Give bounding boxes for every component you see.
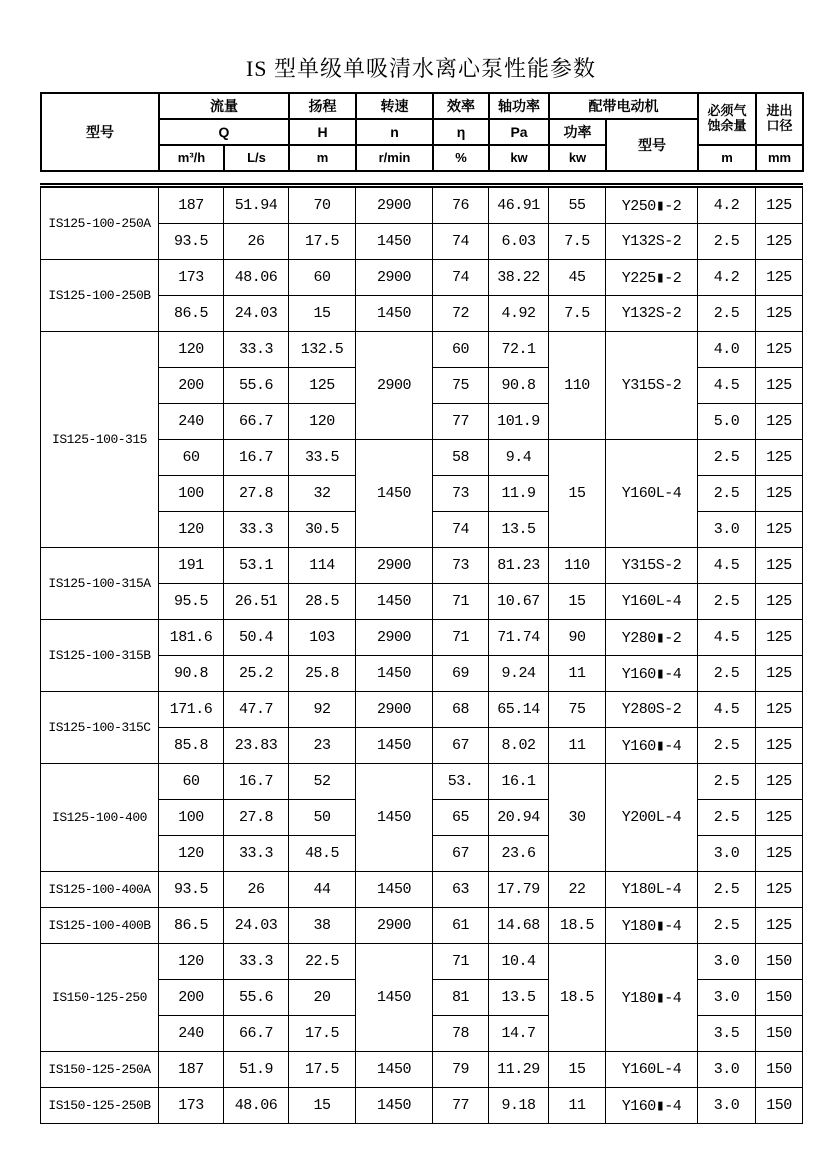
col-header-npsh — [698, 93, 756, 145]
flow-m3h-cell: 120 — [159, 512, 224, 548]
efficiency-cell: 71 — [433, 944, 489, 980]
head-cell: 70 — [289, 186, 356, 224]
flow-m3h-cell: 60 — [159, 440, 224, 476]
flow-ls-cell: 33.3 — [224, 836, 289, 872]
head-cell: 33.5 — [289, 440, 356, 476]
flow-m3h-cell: 95.5 — [159, 584, 224, 620]
head-cell: 22.5 — [289, 944, 356, 980]
motor-model-cell: Y200L-4 — [606, 764, 698, 872]
table-row — [41, 332, 803, 368]
flow-m3h-cell: 200 — [159, 980, 224, 1016]
shaft-power-cell: 71.74 — [489, 620, 549, 656]
head-cell: 25.8 — [289, 656, 356, 692]
flow-ls-cell: 33.3 — [224, 944, 289, 980]
flow-m3h-cell: 93.5 — [159, 872, 224, 908]
col-header-port-diameter — [756, 93, 803, 145]
npsh-cell: 2.5 — [698, 728, 756, 764]
shaft-power-cell: 10.67 — [489, 584, 549, 620]
shaft-power-cell: 14.68 — [489, 908, 549, 944]
shaft-power-cell: 11.9 — [489, 476, 549, 512]
flow-ls-cell: 26 — [224, 224, 289, 260]
head-cell: 30.5 — [289, 512, 356, 548]
table-row — [41, 872, 803, 908]
efficiency-unit: % — [433, 145, 489, 171]
shaft-power-cell: 81.23 — [489, 548, 549, 584]
npsh-cell: 2.5 — [698, 872, 756, 908]
npsh-cell: 4.5 — [698, 692, 756, 728]
head-cell: 20 — [289, 980, 356, 1016]
npsh-cell: 2.5 — [698, 800, 756, 836]
port-diameter-cell: 125 — [756, 332, 803, 368]
speed-cell: 2900 — [356, 260, 433, 296]
flow-m3h-cell: 191 — [159, 548, 224, 584]
port-diameter-cell: 125 — [756, 296, 803, 332]
motor-power-cell: 18.5 — [549, 944, 606, 1052]
shaft-power-cell: 8.02 — [489, 728, 549, 764]
motor-model-cell: Y225▮-2 — [606, 260, 698, 296]
flow-ls-cell: 50.4 — [224, 620, 289, 656]
motor-power-cell: 110 — [549, 332, 606, 440]
speed-cell: 1450 — [356, 764, 433, 872]
efficiency-cell: 58 — [433, 440, 489, 476]
port-diameter-cell: 125 — [756, 620, 803, 656]
shaft-power-cell: 9.18 — [489, 1088, 549, 1124]
speed-cell: 1450 — [356, 224, 433, 260]
port-unit: mm — [756, 145, 803, 171]
port-diameter-cell: 125 — [756, 404, 803, 440]
efficiency-cell: 67 — [433, 836, 489, 872]
efficiency-cell: 71 — [433, 584, 489, 620]
speed-cell: 2900 — [356, 332, 433, 440]
shaft-power-cell: 9.24 — [489, 656, 549, 692]
npsh-cell: 3.0 — [698, 944, 756, 980]
motor-power-cell: 11 — [549, 1088, 606, 1124]
npsh-cell: 3.5 — [698, 1016, 756, 1052]
flow-ls-cell: 16.7 — [224, 440, 289, 476]
efficiency-cell: 61 — [433, 908, 489, 944]
pump-model-cell: IS150-125-250 — [41, 944, 159, 1052]
head-cell: 32 — [289, 476, 356, 512]
efficiency-cell: 60 — [433, 332, 489, 368]
pump-model-cell: IS125-100-315A — [41, 548, 159, 620]
efficiency-cell: 69 — [433, 656, 489, 692]
motor-model-cell: Y280S-2 — [606, 692, 698, 728]
flow-m3h-cell: 240 — [159, 1016, 224, 1052]
efficiency-cell: 71 — [433, 620, 489, 656]
motor-power-cell: 75 — [549, 692, 606, 728]
head-cell: 28.5 — [289, 584, 356, 620]
npsh-cell: 4.0 — [698, 332, 756, 368]
flow-ls-cell: 24.03 — [224, 296, 289, 332]
efficiency-cell: 68 — [433, 692, 489, 728]
flow-ls-cell: 27.8 — [224, 800, 289, 836]
flow-m3h-cell: 93.5 — [159, 224, 224, 260]
shaft-power-unit: kw — [489, 145, 549, 171]
motor-power-cell: 55 — [549, 186, 606, 224]
npsh-cell: 4.5 — [698, 368, 756, 404]
shaft-power-cell: 9.4 — [489, 440, 549, 476]
efficiency-cell: 63 — [433, 872, 489, 908]
motor-power-cell: 11 — [549, 656, 606, 692]
head-unit: m — [289, 145, 356, 171]
port-diameter-cell: 150 — [756, 944, 803, 980]
shaft-power-cell: 46.91 — [489, 186, 549, 224]
motor-power-cell: 18.5 — [549, 908, 606, 944]
shaft-power-cell: 20.94 — [489, 800, 549, 836]
motor-model-cell: Y160▮-4 — [606, 656, 698, 692]
motor-model-cell: Y160▮-4 — [606, 728, 698, 764]
motor-model-cell: Y315S-2 — [606, 332, 698, 440]
shaft-power-cell: 38.22 — [489, 260, 549, 296]
motor-model-cell: Y315S-2 — [606, 548, 698, 584]
shaft-power-cell: 6.03 — [489, 224, 549, 260]
pump-model-cell: IS125-100-250B — [41, 260, 159, 332]
port-diameter-cell: 125 — [756, 224, 803, 260]
page-title: IS 型单级单吸清水离心泵性能参数 — [245, 56, 597, 81]
motor-power-cell: 110 — [549, 548, 606, 584]
efficiency-cell: 76 — [433, 186, 489, 224]
speed-cell: 2900 — [356, 620, 433, 656]
port-diameter-cell: 125 — [756, 872, 803, 908]
flow-m3h-cell: 187 — [159, 1052, 224, 1088]
npsh-cell: 2.5 — [698, 476, 756, 512]
col-header-efficiency: 效率 — [433, 93, 489, 119]
head-cell: 50 — [289, 800, 356, 836]
head-cell: 15 — [289, 296, 356, 332]
port-diameter-cell: 125 — [756, 368, 803, 404]
flow-ls-cell: 26.51 — [224, 584, 289, 620]
table-row — [41, 1088, 803, 1124]
head-cell: 48.5 — [289, 836, 356, 872]
motor-power-cell: 22 — [549, 872, 606, 908]
table-row — [41, 764, 803, 800]
speed-unit: r/min — [356, 145, 433, 171]
flow-ls-cell: 23.83 — [224, 728, 289, 764]
speed-cell: 1450 — [356, 872, 433, 908]
motor-power-cell: 7.5 — [549, 224, 606, 260]
port-diameter-cell: 150 — [756, 1088, 803, 1124]
head-cell: 60 — [289, 260, 356, 296]
flow-m3h-cell: 181.6 — [159, 620, 224, 656]
motor-power-cell: 15 — [549, 1052, 606, 1088]
npsh-cell: 3.0 — [698, 512, 756, 548]
npsh-cell: 2.5 — [698, 224, 756, 260]
flow-m3h-cell: 240 — [159, 404, 224, 440]
flow-m3h-cell: 85.8 — [159, 728, 224, 764]
head-cell: 17.5 — [289, 1052, 356, 1088]
npsh-cell: 3.0 — [698, 1052, 756, 1088]
port-diameter-cell: 125 — [756, 656, 803, 692]
pump-model-cell: IS125-100-315B — [41, 620, 159, 692]
head-cell: 44 — [289, 872, 356, 908]
motor-power-label: 功率 — [549, 119, 606, 145]
speed-cell: 1450 — [356, 656, 433, 692]
port-diameter-cell: 150 — [756, 980, 803, 1016]
port-diameter-cell: 150 — [756, 1052, 803, 1088]
col-header-motor: 配带电动机 — [549, 93, 698, 119]
pump-model-cell: IS150-125-250A — [41, 1052, 159, 1088]
npsh-cell: 5.0 — [698, 404, 756, 440]
motor-power-cell: 7.5 — [549, 296, 606, 332]
table-row — [41, 260, 803, 296]
flow-m3h-cell: 120 — [159, 836, 224, 872]
efficiency-cell: 81 — [433, 980, 489, 1016]
motor-power-cell: 15 — [549, 440, 606, 548]
flow-ls-cell: 48.06 — [224, 260, 289, 296]
speed-cell: 1450 — [356, 728, 433, 764]
header-row-1 — [41, 93, 803, 119]
npsh-cell: 2.5 — [698, 440, 756, 476]
motor-model-cell: Y160▮-4 — [606, 1088, 698, 1124]
speed-cell: 2900 — [356, 548, 433, 584]
port-diameter-cell: 125 — [756, 836, 803, 872]
flow-m3h-cell: 171.6 — [159, 692, 224, 728]
motor-power-cell: 45 — [549, 260, 606, 296]
flow-ls-cell: 55.6 — [224, 980, 289, 1016]
flow-ls-cell: 33.3 — [224, 332, 289, 368]
table-row — [41, 186, 803, 224]
npsh-cell: 2.5 — [698, 908, 756, 944]
efficiency-cell: 74 — [433, 224, 489, 260]
motor-power-cell: 11 — [549, 728, 606, 764]
head-cell: 38 — [289, 908, 356, 944]
shaft-power-cell: 10.4 — [489, 944, 549, 980]
flow-ls-cell: 24.03 — [224, 908, 289, 944]
head-cell: 92 — [289, 692, 356, 728]
speed-cell: 1450 — [356, 1088, 433, 1124]
pump-model-cell: IS150-125-250B — [41, 1088, 159, 1124]
flow-m3h-cell: 100 — [159, 800, 224, 836]
flow-m3h-cell: 120 — [159, 332, 224, 368]
head-cell: 114 — [289, 548, 356, 584]
port-diameter-cell: 125 — [756, 548, 803, 584]
head-cell: 125 — [289, 368, 356, 404]
col-header-flow: 流量 — [159, 93, 289, 119]
speed-cell: 2900 — [356, 692, 433, 728]
port-diameter-cell: 125 — [756, 440, 803, 476]
head-cell: 103 — [289, 620, 356, 656]
efficiency-cell: 53. — [433, 764, 489, 800]
flow-ls-cell: 51.9 — [224, 1052, 289, 1088]
npsh-cell: 4.5 — [698, 620, 756, 656]
efficiency-cell: 74 — [433, 512, 489, 548]
col-header-head: 扬程 — [289, 93, 356, 119]
motor-power-cell: 15 — [549, 584, 606, 620]
motor-power-unit: kw — [549, 145, 606, 171]
flow-ls-cell: 53.1 — [224, 548, 289, 584]
table-row — [41, 1052, 803, 1088]
flow-ls-cell: 25.2 — [224, 656, 289, 692]
speed-cell: 1450 — [356, 440, 433, 548]
port-diameter-cell: 125 — [756, 908, 803, 944]
npsh-cell: 2.5 — [698, 584, 756, 620]
motor-model-cell: Y132S-2 — [606, 224, 698, 260]
npsh-cell: 4.5 — [698, 548, 756, 584]
efficiency-cell: 67 — [433, 728, 489, 764]
flow-ls-cell: 33.3 — [224, 512, 289, 548]
flow-symbol: Q — [159, 119, 289, 145]
speed-cell: 1450 — [356, 584, 433, 620]
npsh-cell: 2.5 — [698, 764, 756, 800]
table-row — [41, 944, 803, 980]
shaft-power-cell: 13.5 — [489, 512, 549, 548]
port-diameter-cell: 125 — [756, 186, 803, 224]
parameter-rows — [41, 186, 803, 1124]
efficiency-cell: 65 — [433, 800, 489, 836]
port-diameter-cell: 125 — [756, 476, 803, 512]
motor-model-cell: Y250▮-2 — [606, 186, 698, 224]
port-diameter-cell: 125 — [756, 800, 803, 836]
table-row — [41, 620, 803, 656]
flow-m3h-cell: 86.5 — [159, 296, 224, 332]
motor-model-cell: Y132S-2 — [606, 296, 698, 332]
shaft-power-cell: 101.9 — [489, 404, 549, 440]
shaft-power-cell: 16.1 — [489, 764, 549, 800]
npsh-cell: 3.0 — [698, 836, 756, 872]
head-cell: 23 — [289, 728, 356, 764]
head-cell: 17.5 — [289, 1016, 356, 1052]
port-diameter-cell: 125 — [756, 764, 803, 800]
col-header-pump-model: 型号 — [41, 93, 159, 171]
npsh-cell: 4.2 — [698, 260, 756, 296]
flow-ls-cell: 47.7 — [224, 692, 289, 728]
shaft-power-cell: 4.92 — [489, 296, 549, 332]
head-cell: 52 — [289, 764, 356, 800]
port-diameter-cell: 125 — [756, 692, 803, 728]
efficiency-cell: 77 — [433, 404, 489, 440]
pump-model-cell: IS125-100-400 — [41, 764, 159, 872]
table-row — [41, 692, 803, 728]
efficiency-cell: 73 — [433, 548, 489, 584]
flow-m3h-cell: 100 — [159, 476, 224, 512]
col-header-speed: 转速 — [356, 93, 433, 119]
speed-cell: 1450 — [356, 1052, 433, 1088]
port-diameter-cell: 125 — [756, 584, 803, 620]
efficiency-cell: 78 — [433, 1016, 489, 1052]
flow-ls-cell: 27.8 — [224, 476, 289, 512]
shaft-power-cell: 11.29 — [489, 1052, 549, 1088]
speed-cell: 2900 — [356, 908, 433, 944]
head-cell: 17.5 — [289, 224, 356, 260]
head-cell: 15 — [289, 1088, 356, 1124]
motor-model-cell: Y160L-4 — [606, 584, 698, 620]
port-diameter-cell: 125 — [756, 260, 803, 296]
flow-unit-m3h: m³/h — [159, 145, 224, 171]
efficiency-cell: 72 — [433, 296, 489, 332]
parameter-table-body — [40, 183, 803, 1124]
head-cell: 120 — [289, 404, 356, 440]
motor-model-cell: Y180L-4 — [606, 872, 698, 908]
pump-model-cell: IS125-100-250A — [41, 186, 159, 260]
flow-m3h-cell: 60 — [159, 764, 224, 800]
parameter-table-header — [40, 92, 804, 172]
flow-ls-cell: 66.7 — [224, 1016, 289, 1052]
pump-model-cell: IS125-100-315 — [41, 332, 159, 548]
shaft-power-symbol: Pa — [489, 119, 549, 145]
npsh-cell: 4.2 — [698, 186, 756, 224]
shaft-power-cell: 90.8 — [489, 368, 549, 404]
col-header-shaft-power: 轴功率 — [489, 93, 549, 119]
flow-ls-cell: 48.06 — [224, 1088, 289, 1124]
speed-symbol: n — [356, 119, 433, 145]
shaft-power-cell: 14.7 — [489, 1016, 549, 1052]
speed-cell: 1450 — [356, 944, 433, 1052]
flow-m3h-cell: 120 — [159, 944, 224, 980]
pump-model-cell: IS125-100-315C — [41, 692, 159, 764]
flow-m3h-cell: 200 — [159, 368, 224, 404]
flow-ls-cell: 26 — [224, 872, 289, 908]
flow-ls-cell: 55.6 — [224, 368, 289, 404]
port-label-line2: 口径 — [766, 118, 793, 133]
motor-model-label: 型号 — [606, 119, 698, 171]
speed-cell: 2900 — [356, 186, 433, 224]
motor-model-cell: Y160L-4 — [606, 440, 698, 548]
pump-model-cell: IS125-100-400B — [41, 908, 159, 944]
npsh-cell: 3.0 — [698, 1088, 756, 1124]
port-label-line1: 进出 — [766, 103, 793, 119]
shaft-power-cell: 17.79 — [489, 872, 549, 908]
motor-power-cell: 90 — [549, 620, 606, 656]
port-diameter-cell: 125 — [756, 728, 803, 764]
npsh-unit: m — [698, 145, 756, 171]
npsh-cell: 2.5 — [698, 296, 756, 332]
npsh-label-line1: 必须气 — [707, 103, 747, 119]
shaft-power-cell: 72.1 — [489, 332, 549, 368]
table-row — [41, 908, 803, 944]
flow-m3h-cell: 86.5 — [159, 908, 224, 944]
motor-model-cell: Y160L-4 — [606, 1052, 698, 1088]
efficiency-cell: 77 — [433, 1088, 489, 1124]
head-symbol: H — [289, 119, 356, 145]
efficiency-cell: 74 — [433, 260, 489, 296]
motor-power-cell: 30 — [549, 764, 606, 872]
motor-model-cell: Y180▮-4 — [606, 944, 698, 1052]
flow-unit-ls: L/s — [224, 145, 289, 171]
efficiency-cell: 75 — [433, 368, 489, 404]
flow-ls-cell: 51.94 — [224, 186, 289, 224]
head-cell: 132.5 — [289, 332, 356, 368]
port-diameter-cell: 150 — [756, 1016, 803, 1052]
flow-m3h-cell: 90.8 — [159, 656, 224, 692]
pump-model-cell: IS125-100-400A — [41, 872, 159, 908]
shaft-power-cell: 65.14 — [489, 692, 549, 728]
flow-ls-cell: 16.7 — [224, 764, 289, 800]
npsh-cell: 3.0 — [698, 980, 756, 1016]
npsh-cell: 2.5 — [698, 656, 756, 692]
shaft-power-cell: 23.6 — [489, 836, 549, 872]
table-row — [41, 548, 803, 584]
shaft-power-cell: 13.5 — [489, 980, 549, 1016]
efficiency-symbol: η — [433, 119, 489, 145]
efficiency-cell: 73 — [433, 476, 489, 512]
motor-model-cell: Y180▮-4 — [606, 908, 698, 944]
flow-ls-cell: 66.7 — [224, 404, 289, 440]
flow-m3h-cell: 187 — [159, 186, 224, 224]
port-diameter-cell: 125 — [756, 512, 803, 548]
motor-model-cell: Y280▮-2 — [606, 620, 698, 656]
flow-m3h-cell: 173 — [159, 1088, 224, 1124]
npsh-label-line2: 蚀余量 — [707, 118, 747, 133]
flow-m3h-cell: 173 — [159, 260, 224, 296]
efficiency-cell: 79 — [433, 1052, 489, 1088]
speed-cell: 1450 — [356, 296, 433, 332]
